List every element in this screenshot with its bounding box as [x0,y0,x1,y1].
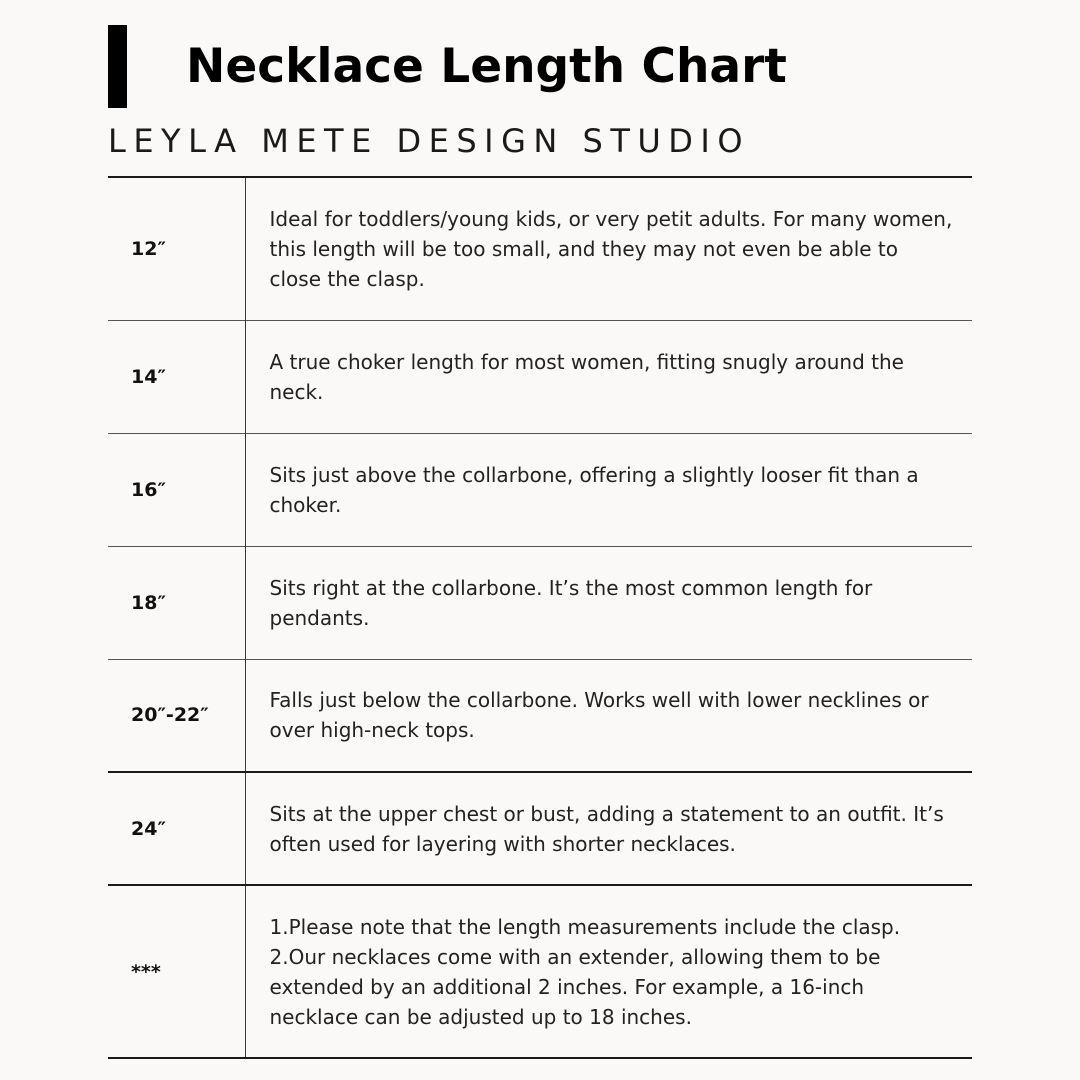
note-line: 1.Please note that the length measurements include the clasp. [269,914,901,939]
note-line: 2.Our necklaces come with an extender, allowing them to be extended by an additional 2 inches. For example, a 16-inch necklace can be adjusted up to 18 inches. [269,944,881,1029]
table-row [108,546,972,659]
table-row [108,320,972,433]
description-cell: Ideal for toddlers/young kids, or very petit adults. For many women, this length will be too small, and they may not even be able to close the clasp. [269,206,953,291]
table-row [108,177,972,320]
table-row [108,433,972,546]
length-cell: 14″ [108,320,245,433]
length-cell: 20″-22″ [108,659,245,772]
notes-cell [245,885,972,1058]
length-cell: *** [108,885,245,1058]
length-cell: 24″ [108,772,245,885]
table-row [108,659,972,772]
length-chart-table [108,176,972,1059]
title-accent-bar [108,25,127,108]
table-row [108,885,972,1058]
table-row [108,772,972,885]
description-cell: Sits just above the collarbone, offering a slightly looser fit than a choker. [269,462,919,517]
length-cell: 16″ [108,433,245,546]
page-title: Necklace Length Chart [186,39,787,94]
description-cell: A true choker length for most women, fitting snugly around the neck. [269,349,904,404]
length-cell: 12″ [108,177,245,320]
description-cell: Falls just below the collarbone. Works well with lower necklines or over high-neck tops. [269,688,929,743]
length-cell: 18″ [108,546,245,659]
description-cell: Sits at the upper chest or bust, adding a statement to an outfit. It’s often used for layering with shorter necklaces. [269,801,944,856]
studio-name: LEYLA METE DESIGN STUDIO [108,122,751,160]
description-cell: Sits right at the collarbone. It’s the most common length for pendants. [269,575,873,630]
